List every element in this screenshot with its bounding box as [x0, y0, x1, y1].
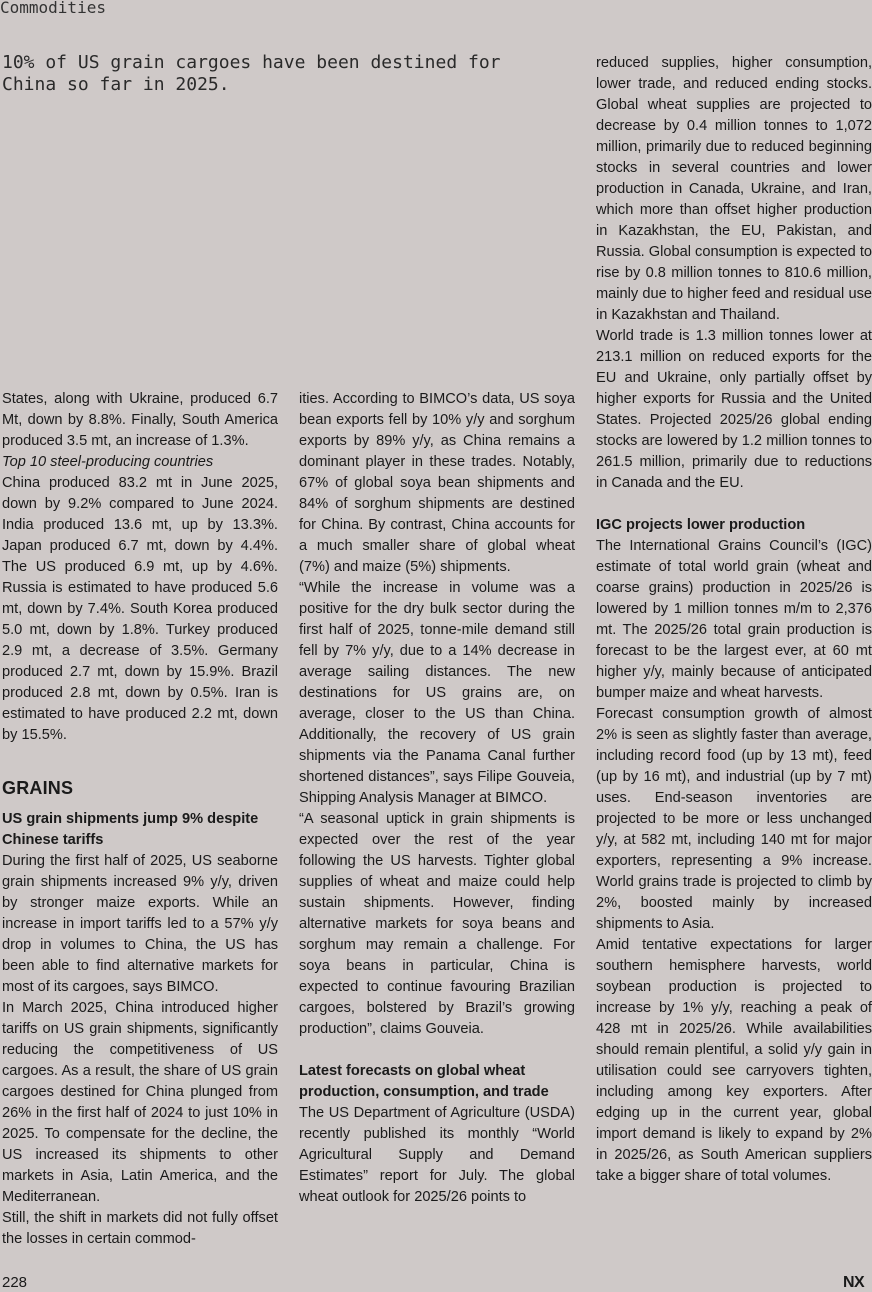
paragraph: During the first half of 2025, US seaborne grain shipments increased 9% y/y, driven by stronger maize exports. While an increase in import tariffs led to a 57% y/y drop in volumes to China, the US has been able to find alternative markets for most of its cargoes, says BIMCO. [2, 853, 278, 995]
paragraph: Amid tentative expectations for larger southern hemisphere harvests, world soybean production is projected to increase by 1% y/y, reaching a peak of 428 mt in 2025/26. While availabilities should remain plentiful, a solid y/y gain in utilisation could see carryovers tighten, including among key exporters. After edging up in the current year, global import demand is likely to expand by 2% in 2025/26, as South American suppliers take a bigger share of total volumes. [596, 937, 872, 1184]
paragraph: World trade is 1.3 million tonnes lower at 213.1 million on reduced exports for the EU and Ukraine, only partially offset by higher exports for Russia and the United States. Projected 2025/26 global ending stocks are lowered by 1.2 million tonnes to 261.5 million, primarily due to reductions in Canada and the EU. [596, 328, 872, 491]
paragraph: States, along with Ukraine, produced 6.7 Mt, down by 8.8%. Finally, South America produced 3.5 mt, an increase of 1.3%. [2, 391, 278, 449]
page-number: 228 [2, 1274, 28, 1291]
paragraph: In March 2025, China introduced higher tariffs on US grain shipments, significantly reducing the competitiveness of US cargoes. As a result, the share of US grain cargoes destined for China plunged from 26% in the first half of 2024 to just 10% in 2025. To compensate for the decline, the US increased its shipments to other markets in Asia, Latin America, and the Mediterranean. [2, 1000, 278, 1205]
section-heading: GRAINS [2, 778, 74, 798]
column-2 [299, 389, 575, 1208]
column-3 [596, 53, 872, 1187]
paragraph: ities. According to BIMCO’s data, US soya bean exports fell by 10% y/y and sorghum exports by 89% y/y, as China remains a dominant player in these trades. Notably, 67% of global soya bean shipments and 84% of sorghum shipments are destined for China. By contrast, China accounts for a much smaller share of global wheat (7%) and maize (5%) shipments. [299, 391, 575, 575]
paragraph: reduced supplies, higher consumption, lower trade, and reduced ending stocks. Global wheat supplies are projected to decrease by 0.4 million tonnes to 1,072 million, primarily due to reduced beginning stocks in several countries and lower production in Canada, Ukraine, and Iran, which more than offset higher production in Kazakhstan, the EU, Pakistan, and Russia. Global consumption is expected to rise by 0.8 million tonnes to 810.6 million, mainly due to higher feed and residual use in Kazakhstan and Thailand. [596, 55, 872, 323]
subheading: US grain shipments jump 9% despite Chinese tariffs [2, 811, 259, 848]
subheading: IGC projects lower production [596, 517, 806, 533]
paragraph: Forecast consumption growth of almost 2% is seen as slightly faster than average, including record food (up by 13 mt), feed (up by 16 mt), and industrial (up by 7 mt) uses. End-season inventories are projected to be more or less unchanged y/y, at 582 mt, including 140 mt for major exporters, representing a 9% increase. World grains trade is projected to climb by 2%, boosted mainly by increased shipments to Asia. [596, 706, 872, 932]
subheading: Latest forecasts on global wheat production, consumption, and trade [299, 1063, 549, 1100]
column-1 [2, 389, 278, 1250]
list-title: Top 10 steel-producing countries [2, 454, 214, 470]
paragraph: “While the increase in volume was a positive for the dry bulk sector during the first half of 2025, tonne-mile demand still fell by 7% y/y, due to a 14% decrease in average sailing distances. The new destinations for US grains are, on average, closer to the US than China. Additionally, the recovery of US grain shipments via the Panama Canal further shortened distances”, says Filipe Gouveia, Shipping Analysis Manager at BIMCO. [299, 580, 575, 806]
publication-logo: NX [843, 1274, 865, 1291]
paragraph: Still, the shift in markets did not fully offset the losses in certain commod- [2, 1210, 278, 1247]
pull-quote: 10% of US grain cargoes have been destined for China so far in 2025. [2, 52, 501, 95]
paragraph: The International Grains Council’s (IGC) estimate of total world grain (wheat and coarse grains) production in 2025/26 is lowered by 1 million tonnes m/m to 2,376 mt. The 2025/26 total grain production is forecast to be the largest ever, at 60 mt higher y/y, mainly because of anticipated bumper maize and wheat harvests. [596, 538, 872, 701]
paragraph: The US Department of Agriculture (USDA) recently published its monthly “World Agricultural Supply and Demand Estimates” report for July. The global wheat outlook for 2025/26 points to [299, 1105, 575, 1205]
paragraph: “A seasonal uptick in grain shipments is expected over the rest of the year following the US harvests. Tighter global supplies of wheat and maize could help sustain shipments. However, finding alternative markets for soya beans and sorghum may remain a challenge. For soya beans in particular, China is expected to continue favouring Brazilian cargoes, bolstered by Brazil’s growing production”, claims Gouveia. [299, 811, 575, 1037]
section-label: Commodities [0, 0, 106, 17]
paragraph: China produced 83.2 mt in June 2025, down by 9.2% compared to June 2024. India produced 13.6 mt, up by 13.3%. Japan produced 6.7 mt, down by 4.4%. The US produced 6.9 mt, up by 4.6%. Russia is estimated to have produced 5.6 mt, down by 7.4%. South Korea produced 5.0 mt, down by 1.8%. Turkey produced 2.9 mt, a decrease of 3.5%. Germany produced 2.7 mt, down by 15.9%. Brazil produced 2.8 mt, down by 0.5%. Iran is estimated to have produced 2.2 mt, down by 15.5%. [2, 475, 278, 743]
